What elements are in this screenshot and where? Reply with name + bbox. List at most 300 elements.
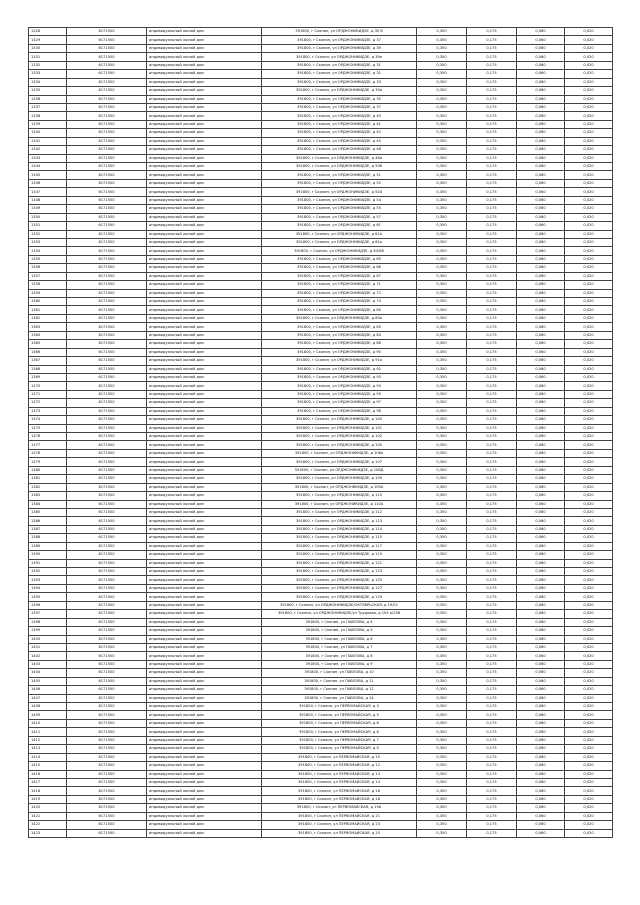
- address-cell: 391800, г Скопин, ул ОРДЖОНИКИДЗЕ, д 65: [262, 255, 417, 263]
- address-cell: 391800, г Скопин, ул ОРДЖОНИКИДЗЕ, д 72: [262, 289, 417, 297]
- value-cell-3: 0,060: [517, 525, 565, 533]
- row-number-cell: 1420: [29, 804, 67, 812]
- value-cell-1: 0,350: [417, 390, 467, 398]
- value-cell-4: 0,020: [565, 770, 613, 778]
- value-cell-1: 0,350: [417, 829, 467, 837]
- value-cell-2: 0,175: [467, 399, 517, 407]
- value-cell-4: 0,020: [565, 154, 613, 162]
- value-cell-2: 0,175: [467, 103, 517, 111]
- value-cell-2: 0,175: [467, 576, 517, 584]
- value-cell-1: 0,350: [417, 196, 467, 204]
- value-cell-3: 0,060: [517, 618, 565, 626]
- value-cell-4: 0,020: [565, 331, 613, 339]
- code-cell: 6171500: [67, 238, 147, 246]
- row-number-cell: 1359: [29, 289, 67, 297]
- row-number-cell: 1351: [29, 222, 67, 230]
- row-number-cell: 1415: [29, 762, 67, 770]
- value-cell-4: 0,020: [565, 137, 613, 145]
- building-type-cell: индивидуальный жилой дом: [147, 711, 262, 719]
- value-cell-4: 0,020: [565, 643, 613, 651]
- value-cell-1: 0,350: [417, 703, 467, 711]
- building-type-cell: индивидуальный жилой дом: [147, 458, 262, 466]
- value-cell-1: 0,350: [417, 686, 467, 694]
- address-cell: 391800, г Скопин, ул ОРДЖОНИКИДЗЕ, д 57: [262, 213, 417, 221]
- value-cell-1: 0,350: [417, 424, 467, 432]
- building-type-cell: индивидуальный жилой дом: [147, 517, 262, 525]
- value-cell-2: 0,175: [467, 525, 517, 533]
- building-type-cell: индивидуальный жилой дом: [147, 95, 262, 103]
- value-cell-2: 0,175: [467, 593, 517, 601]
- value-cell-4: 0,020: [565, 28, 613, 36]
- value-cell-3: 0,060: [517, 272, 565, 280]
- value-cell-4: 0,020: [565, 677, 613, 685]
- row-number-cell: 1354: [29, 247, 67, 255]
- address-cell: 391800, г Скопин, ул ОРДЖОНИКИДЗЕ, д 112: [262, 508, 417, 516]
- value-cell-3: 0,060: [517, 179, 565, 187]
- value-cell-4: 0,020: [565, 36, 613, 44]
- value-cell-4: 0,020: [565, 179, 613, 187]
- address-cell: 391800, г Скопин, ул ОРДЖОНИКИДЗЕ/ул Трудовая, д 104 а/106: [262, 610, 417, 618]
- row-number-cell: 1394: [29, 584, 67, 592]
- code-cell: 6171500: [67, 652, 147, 660]
- value-cell-4: 0,020: [565, 719, 613, 727]
- value-cell-3: 0,060: [517, 728, 565, 736]
- value-cell-3: 0,060: [517, 677, 565, 685]
- code-cell: 6171500: [67, 222, 147, 230]
- value-cell-4: 0,020: [565, 399, 613, 407]
- row-number-cell: 1391: [29, 559, 67, 567]
- value-cell-4: 0,020: [565, 728, 613, 736]
- value-cell-3: 0,060: [517, 61, 565, 69]
- value-cell-3: 0,060: [517, 416, 565, 424]
- address-cell: 391800, г Скопин, ул ПЕРВОМАЙСКАЯ, д 6: [262, 719, 417, 727]
- building-type-cell: индивидуальный жилой дом: [147, 331, 262, 339]
- value-cell-2: 0,175: [467, 500, 517, 508]
- value-cell-1: 0,350: [417, 306, 467, 314]
- value-cell-3: 0,060: [517, 753, 565, 761]
- value-cell-4: 0,020: [565, 205, 613, 213]
- address-cell: 391800, г Скопин, ул ПЕРВОМАЙСКАЯ, д 19А: [262, 804, 417, 812]
- building-type-cell: индивидуальный жилой дом: [147, 795, 262, 803]
- value-cell-1: 0,350: [417, 466, 467, 474]
- value-cell-1: 0,350: [417, 694, 467, 702]
- building-type-cell: индивидуальный жилой дом: [147, 601, 262, 609]
- row-number-cell: 1411: [29, 728, 67, 736]
- value-cell-2: 0,175: [467, 534, 517, 542]
- value-cell-4: 0,020: [565, 466, 613, 474]
- value-cell-1: 0,350: [417, 635, 467, 643]
- building-type-cell: индивидуальный жилой дом: [147, 652, 262, 660]
- code-cell: 6171500: [67, 517, 147, 525]
- table-row: [29, 314, 613, 322]
- address-cell: 391800, г Скопин, ул ОРДЖОНИКИДЗЕ, д 94: [262, 382, 417, 390]
- value-cell-1: 0,350: [417, 736, 467, 744]
- code-cell: 6171500: [67, 264, 147, 272]
- value-cell-3: 0,060: [517, 745, 565, 753]
- building-type-cell: индивидуальный жилой дом: [147, 205, 262, 213]
- row-number-cell: 1341: [29, 137, 67, 145]
- table-row: [29, 255, 613, 263]
- code-cell: 6171500: [67, 778, 147, 786]
- value-cell-2: 0,175: [467, 795, 517, 803]
- value-cell-4: 0,020: [565, 44, 613, 52]
- address-cell: 391800, г Скопин, ул ОРДЖОНИКИДЗЕ, д 121: [262, 559, 417, 567]
- table-row: [29, 449, 613, 457]
- value-cell-2: 0,175: [467, 441, 517, 449]
- value-cell-3: 0,060: [517, 382, 565, 390]
- value-cell-2: 0,175: [467, 230, 517, 238]
- value-cell-3: 0,060: [517, 36, 565, 44]
- building-type-cell: индивидуальный жилой дом: [147, 272, 262, 280]
- value-cell-2: 0,175: [467, 365, 517, 373]
- address-cell: 391800, г Скопин, ул ОРДЖОНИКИДЗЕ, д 80: [262, 306, 417, 314]
- value-cell-1: 0,350: [417, 188, 467, 196]
- value-cell-3: 0,060: [517, 146, 565, 154]
- value-cell-3: 0,060: [517, 492, 565, 500]
- table-row: [29, 171, 613, 179]
- building-type-cell: индивидуальный жилой дом: [147, 306, 262, 314]
- value-cell-1: 0,350: [417, 53, 467, 61]
- value-cell-3: 0,060: [517, 205, 565, 213]
- row-number-cell: 1393: [29, 576, 67, 584]
- value-cell-4: 0,020: [565, 146, 613, 154]
- building-type-cell: индивидуальный жилой дом: [147, 171, 262, 179]
- value-cell-4: 0,020: [565, 762, 613, 770]
- value-cell-3: 0,060: [517, 238, 565, 246]
- code-cell: 6171500: [67, 694, 147, 702]
- housing-table: [28, 27, 613, 838]
- value-cell-1: 0,350: [417, 458, 467, 466]
- value-cell-2: 0,175: [467, 728, 517, 736]
- value-cell-3: 0,060: [517, 812, 565, 820]
- table-row: [29, 87, 613, 95]
- value-cell-3: 0,060: [517, 407, 565, 415]
- building-type-cell: индивидуальный жилой дом: [147, 365, 262, 373]
- value-cell-4: 0,020: [565, 568, 613, 576]
- value-cell-1: 0,350: [417, 643, 467, 651]
- row-number-cell: 1379: [29, 458, 67, 466]
- value-cell-3: 0,060: [517, 458, 565, 466]
- building-type-cell: индивидуальный жилой дом: [147, 762, 262, 770]
- table-row: [29, 719, 613, 727]
- building-type-cell: индивидуальный жилой дом: [147, 576, 262, 584]
- address-cell: 391800, г Скопин, ул ОРДЖОНИКИДЗЕ, д 85: [262, 323, 417, 331]
- code-cell: 6171500: [67, 112, 147, 120]
- value-cell-2: 0,175: [467, 44, 517, 52]
- value-cell-3: 0,060: [517, 314, 565, 322]
- table-row: [29, 433, 613, 441]
- value-cell-2: 0,175: [467, 348, 517, 356]
- table-row: [29, 247, 613, 255]
- row-number-cell: 1345: [29, 171, 67, 179]
- value-cell-1: 0,350: [417, 576, 467, 584]
- value-cell-4: 0,020: [565, 272, 613, 280]
- row-number-cell: 1400: [29, 635, 67, 643]
- value-cell-4: 0,020: [565, 593, 613, 601]
- value-cell-1: 0,350: [417, 753, 467, 761]
- value-cell-2: 0,175: [467, 95, 517, 103]
- row-number-cell: 1358: [29, 281, 67, 289]
- table-body: [29, 28, 613, 838]
- value-cell-2: 0,175: [467, 660, 517, 668]
- row-number-cell: 1397: [29, 610, 67, 618]
- value-cell-2: 0,175: [467, 390, 517, 398]
- value-cell-3: 0,060: [517, 669, 565, 677]
- code-cell: 6171500: [67, 205, 147, 213]
- value-cell-1: 0,350: [417, 787, 467, 795]
- building-type-cell: индивидуальный жилой дом: [147, 475, 262, 483]
- value-cell-1: 0,350: [417, 534, 467, 542]
- table-row: [29, 525, 613, 533]
- address-cell: 391800, г Скопин, ул ОРДЖОНИКИДЗЕ, д 123: [262, 568, 417, 576]
- value-cell-1: 0,350: [417, 601, 467, 609]
- value-cell-3: 0,060: [517, 373, 565, 381]
- value-cell-2: 0,175: [467, 264, 517, 272]
- value-cell-1: 0,350: [417, 247, 467, 255]
- value-cell-1: 0,350: [417, 610, 467, 618]
- table-row: [29, 728, 613, 736]
- value-cell-3: 0,060: [517, 53, 565, 61]
- row-number-cell: 1402: [29, 652, 67, 660]
- value-cell-2: 0,175: [467, 753, 517, 761]
- row-number-cell: 1383: [29, 492, 67, 500]
- table-row: [29, 298, 613, 306]
- row-number-cell: 1328: [29, 28, 67, 36]
- building-type-cell: индивидуальный жилой дом: [147, 36, 262, 44]
- row-number-cell: 1417: [29, 778, 67, 786]
- table-row: [29, 770, 613, 778]
- table-row: [29, 804, 613, 812]
- row-number-cell: 1403: [29, 660, 67, 668]
- value-cell-4: 0,020: [565, 483, 613, 491]
- value-cell-2: 0,175: [467, 584, 517, 592]
- table-row: [29, 44, 613, 52]
- table-row: [29, 28, 613, 36]
- row-number-cell: 1336: [29, 95, 67, 103]
- table-row: [29, 795, 613, 803]
- value-cell-3: 0,060: [517, 584, 565, 592]
- building-type-cell: индивидуальный жилой дом: [147, 593, 262, 601]
- value-cell-2: 0,175: [467, 821, 517, 829]
- table-row: [29, 188, 613, 196]
- value-cell-3: 0,060: [517, 770, 565, 778]
- address-cell: 391800, г Скопин, ул ОРДЖОНИКИДЗЕ, д 32: [262, 70, 417, 78]
- value-cell-3: 0,060: [517, 449, 565, 457]
- code-cell: 6171500: [67, 762, 147, 770]
- value-cell-2: 0,175: [467, 686, 517, 694]
- building-type-cell: индивидуальный жилой дом: [147, 559, 262, 567]
- row-number-cell: 1371: [29, 390, 67, 398]
- value-cell-3: 0,060: [517, 424, 565, 432]
- building-type-cell: индивидуальный жилой дом: [147, 525, 262, 533]
- value-cell-1: 0,350: [417, 483, 467, 491]
- table-row: [29, 61, 613, 69]
- value-cell-4: 0,020: [565, 492, 613, 500]
- value-cell-1: 0,350: [417, 298, 467, 306]
- value-cell-4: 0,020: [565, 669, 613, 677]
- address-cell: 391800, г Скопин, ул ОРДЖОНИКИДЗЕ, д 125: [262, 576, 417, 584]
- value-cell-1: 0,350: [417, 323, 467, 331]
- building-type-cell: индивидуальный жилой дом: [147, 103, 262, 111]
- address-cell: 391800, г Скопин, ул ОРДЖОНИКИДЗЕ, д 91а: [262, 357, 417, 365]
- code-cell: 6171500: [67, 78, 147, 86]
- table-row: [29, 289, 613, 297]
- value-cell-1: 0,350: [417, 205, 467, 213]
- table-row: [29, 559, 613, 567]
- row-number-cell: 1329: [29, 36, 67, 44]
- address-cell: 391800, г Скопин, ул ПАВЛОВА, д 12: [262, 686, 417, 694]
- address-cell: 391800, г Скопин, ул ПЕРВОМАЙСКАЯ, д 12: [262, 762, 417, 770]
- value-cell-2: 0,175: [467, 829, 517, 837]
- value-cell-1: 0,350: [417, 500, 467, 508]
- value-cell-3: 0,060: [517, 483, 565, 491]
- address-cell: 391800, г Скопин, ул ОРДЖОНИКИДЗЕ, д 100: [262, 416, 417, 424]
- building-type-cell: индивидуальный жилой дом: [147, 508, 262, 516]
- address-cell: 391800, г Скопин, ул ОРДЖОНИКИДЗЕ, д 93: [262, 373, 417, 381]
- value-cell-3: 0,060: [517, 70, 565, 78]
- code-cell: 6171500: [67, 660, 147, 668]
- code-cell: 6171500: [67, 424, 147, 432]
- code-cell: 6171500: [67, 289, 147, 297]
- address-cell: 391800, г Скопин, ул ОРДЖОНИКИДЗЕ, д 127: [262, 584, 417, 592]
- code-cell: 6171500: [67, 812, 147, 820]
- table-row: [29, 618, 613, 626]
- value-cell-1: 0,350: [417, 745, 467, 753]
- table-row: [29, 652, 613, 660]
- value-cell-4: 0,020: [565, 188, 613, 196]
- address-cell: 391800, г Скопин, ул ОРДЖОНИКИДЗЕ, д 31: [262, 61, 417, 69]
- address-cell: 391800, г Скопин, ул ПЕРВОМАЙСКАЯ, д 7: [262, 736, 417, 744]
- table-row: [29, 281, 613, 289]
- value-cell-4: 0,020: [565, 340, 613, 348]
- code-cell: 6171500: [67, 669, 147, 677]
- value-cell-4: 0,020: [565, 812, 613, 820]
- value-cell-2: 0,175: [467, 129, 517, 137]
- value-cell-3: 0,060: [517, 466, 565, 474]
- row-number-cell: 1346: [29, 179, 67, 187]
- row-number-cell: 1342: [29, 146, 67, 154]
- code-cell: 6171500: [67, 331, 147, 339]
- value-cell-2: 0,175: [467, 711, 517, 719]
- value-cell-2: 0,175: [467, 188, 517, 196]
- table-row: [29, 508, 613, 516]
- value-cell-3: 0,060: [517, 264, 565, 272]
- value-cell-2: 0,175: [467, 146, 517, 154]
- table-row: [29, 95, 613, 103]
- value-cell-3: 0,060: [517, 627, 565, 635]
- address-cell: 391800, г Скопин, ул ПЕРВОМАЙСКАЯ, д 16: [262, 787, 417, 795]
- value-cell-1: 0,350: [417, 112, 467, 120]
- value-cell-4: 0,020: [565, 120, 613, 128]
- value-cell-4: 0,020: [565, 508, 613, 516]
- value-cell-3: 0,060: [517, 357, 565, 365]
- code-cell: 6171500: [67, 449, 147, 457]
- table-row: [29, 146, 613, 154]
- building-type-cell: индивидуальный жилой дом: [147, 382, 262, 390]
- code-cell: 6171500: [67, 390, 147, 398]
- row-number-cell: 1423: [29, 829, 67, 837]
- row-number-cell: 1412: [29, 736, 67, 744]
- building-type-cell: индивидуальный жилой дом: [147, 610, 262, 618]
- address-cell: 391800, г Скопин, ул ОРДЖОНИКИДЗЕ, д 109А: [262, 483, 417, 491]
- row-number-cell: 1350: [29, 213, 67, 221]
- building-type-cell: индивидуальный жилой дом: [147, 424, 262, 432]
- address-cell: 391800, г Скопин, ул ПЕРВОМАЙСКАЯ, д 3: [262, 703, 417, 711]
- code-cell: 6171500: [67, 272, 147, 280]
- address-cell: 391800, г Скопин, ул ОРДЖОНИКИДЗЕ, д 61а: [262, 238, 417, 246]
- code-cell: 6171500: [67, 475, 147, 483]
- table-row: [29, 154, 613, 162]
- value-cell-4: 0,020: [565, 129, 613, 137]
- table-row: [29, 103, 613, 111]
- table-row: [29, 213, 613, 221]
- value-cell-4: 0,020: [565, 61, 613, 69]
- value-cell-4: 0,020: [565, 103, 613, 111]
- value-cell-2: 0,175: [467, 601, 517, 609]
- value-cell-3: 0,060: [517, 87, 565, 95]
- value-cell-4: 0,020: [565, 314, 613, 322]
- value-cell-4: 0,020: [565, 424, 613, 432]
- value-cell-1: 0,350: [417, 87, 467, 95]
- address-cell: 391800, г Скопин, ул ОРДЖОНИКИДЗЕ, д 105: [262, 441, 417, 449]
- row-number-cell: 1405: [29, 677, 67, 685]
- code-cell: 6171500: [67, 416, 147, 424]
- code-cell: 6171500: [67, 534, 147, 542]
- row-number-cell: 1357: [29, 272, 67, 280]
- value-cell-2: 0,175: [467, 323, 517, 331]
- address-cell: 391800, г Скопин, ул ПЕРВОМАЙСКАЯ, д 13: [262, 770, 417, 778]
- value-cell-3: 0,060: [517, 635, 565, 643]
- row-number-cell: 1408: [29, 703, 67, 711]
- value-cell-3: 0,060: [517, 534, 565, 542]
- code-cell: 6171500: [67, 551, 147, 559]
- value-cell-4: 0,020: [565, 365, 613, 373]
- building-type-cell: индивидуальный жилой дом: [147, 736, 262, 744]
- building-type-cell: индивидуальный жилой дом: [147, 255, 262, 263]
- row-number-cell: 1332: [29, 61, 67, 69]
- value-cell-1: 0,350: [417, 255, 467, 263]
- row-number-cell: 1366: [29, 348, 67, 356]
- value-cell-3: 0,060: [517, 829, 565, 837]
- table-row: [29, 137, 613, 145]
- address-cell: 391800, г Скопин, ул ОРДЖОНИКИДЗЕ, д 98: [262, 407, 417, 415]
- value-cell-1: 0,350: [417, 154, 467, 162]
- row-number-cell: 1395: [29, 593, 67, 601]
- row-number-cell: 1373: [29, 407, 67, 415]
- value-cell-1: 0,350: [417, 542, 467, 550]
- code-cell: 6171500: [67, 500, 147, 508]
- code-cell: 6171500: [67, 483, 147, 491]
- address-cell: 391800, г Скопин, ул ОРДЖОНИКИДЗЕ, д 63/68: [262, 247, 417, 255]
- value-cell-4: 0,020: [565, 821, 613, 829]
- table-row: [29, 382, 613, 390]
- table-row: [29, 475, 613, 483]
- row-number-cell: 1344: [29, 163, 67, 171]
- building-type-cell: индивидуальный жилой дом: [147, 542, 262, 550]
- value-cell-1: 0,350: [417, 78, 467, 86]
- row-number-cell: 1378: [29, 449, 67, 457]
- value-cell-4: 0,020: [565, 163, 613, 171]
- address-cell: 391800, г Скопин, ул ОРДЖОНИКИДЗЕ, д 71: [262, 281, 417, 289]
- building-type-cell: индивидуальный жилой дом: [147, 230, 262, 238]
- building-type-cell: индивидуальный жилой дом: [147, 70, 262, 78]
- value-cell-3: 0,060: [517, 787, 565, 795]
- value-cell-3: 0,060: [517, 163, 565, 171]
- address-cell: 391800, г Скопин, ул ОРДЖОНИКИДЗЕ, д 39: [262, 44, 417, 52]
- value-cell-4: 0,020: [565, 416, 613, 424]
- building-type-cell: индивидуальный жилой дом: [147, 129, 262, 137]
- value-cell-2: 0,175: [467, 179, 517, 187]
